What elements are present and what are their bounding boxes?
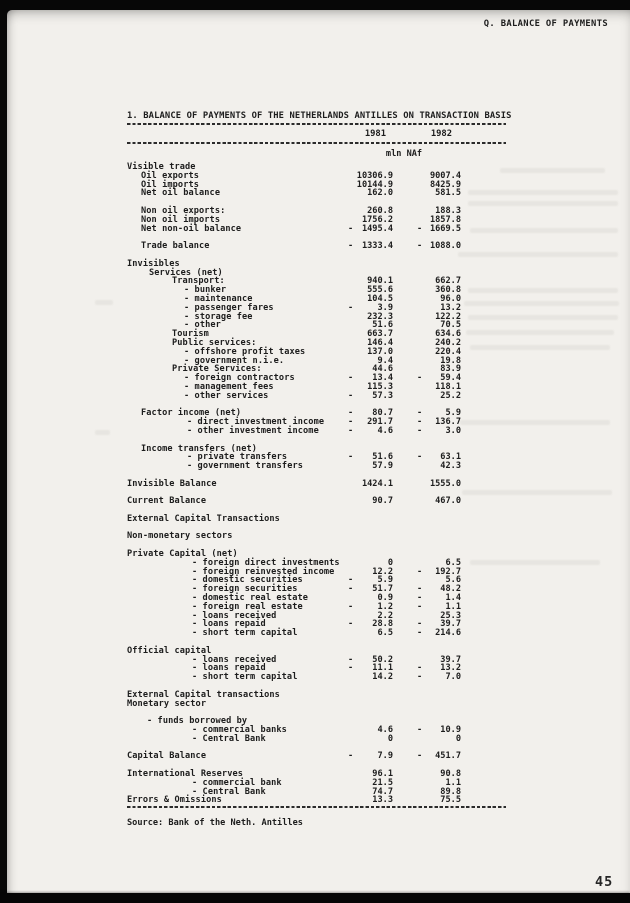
table-row [127, 427, 509, 436]
minus-sign-1982: - [417, 241, 423, 252]
value-1981: 5.9 [377, 575, 393, 586]
value-1982: 13.2 [440, 663, 461, 674]
minus-sign-1981: - [348, 663, 354, 674]
value-1982: 1.4 [445, 593, 461, 604]
value-1982: 42.3 [440, 461, 461, 472]
bleedthrough-artifact [500, 168, 605, 173]
minus-sign-1982: - [417, 619, 423, 630]
minus-sign-1982: - [417, 417, 423, 428]
row-label: - funds borrowed by [147, 716, 248, 727]
value-1981: 137.0 [367, 346, 393, 357]
value-1982: 662.7 [435, 276, 461, 287]
table-row [127, 726, 509, 735]
row-label: - domestic real estate [192, 593, 309, 604]
value-1981: 0 [387, 733, 393, 744]
value-1981: 28.8 [372, 619, 393, 630]
table-row [127, 462, 509, 471]
value-1981: 13.3 [372, 795, 393, 806]
minus-sign-1981: - [348, 408, 354, 419]
value-1982: 5.6 [445, 575, 461, 586]
table-row [127, 480, 509, 489]
value-1981: 146.4 [367, 337, 393, 348]
minus-sign-1982: - [417, 425, 423, 436]
table-title: 1. BALANCE OF PAYMENTS OF THE NETHERLANDS ANTILLES ON TRANSACTION BASIS [127, 111, 512, 121]
table-row [127, 497, 509, 506]
value-1981: 96.1 [372, 768, 393, 779]
minus-sign-1981: - [348, 601, 354, 612]
row-label: Income transfers (net) [141, 443, 258, 454]
value-1982: 63.1 [440, 452, 461, 463]
value-1982: 6.5 [445, 557, 461, 568]
value-1981: 44.6 [372, 364, 393, 375]
value-1981: 3.9 [377, 302, 393, 313]
row-label: - management fees [184, 381, 274, 392]
value-1982: 220.4 [435, 346, 461, 357]
value-1982: 0 [455, 733, 461, 744]
row-label: - other investment income [187, 425, 319, 436]
minus-sign-1982: - [417, 725, 423, 735]
value-1981: 1.2 [377, 601, 393, 612]
row-label: - private transfers [187, 452, 288, 463]
value-1982: 8425.9 [429, 179, 461, 190]
row-label: Current Balance [127, 496, 207, 507]
value-1981: 0.9 [377, 593, 393, 604]
value-1982: 1088.0 [429, 241, 461, 252]
table-row [127, 515, 509, 524]
minus-sign-1982: - [417, 601, 423, 612]
scanned-page [7, 10, 630, 895]
value-1981: 51.6 [372, 320, 393, 331]
row-label: - foreign contractors [184, 373, 295, 384]
value-1981: 51.6 [372, 452, 393, 463]
row-label: - government n.i.e. [184, 355, 285, 366]
value-1981: 2.2 [377, 610, 393, 621]
row-label: - maintenance [184, 293, 253, 304]
row-label: - offshore profit taxes [184, 346, 306, 357]
row-label: Errors & Omissions [127, 795, 222, 806]
table-row [127, 392, 509, 401]
divider-dashed-line [127, 142, 506, 144]
minus-sign-1981: - [348, 751, 354, 762]
value-1981: 21.5 [372, 777, 393, 788]
value-1981: 1495.4 [361, 223, 393, 234]
table-row [127, 225, 509, 234]
table-row [127, 629, 509, 638]
value-1981: 10306.9 [356, 170, 393, 181]
blank-row [127, 251, 509, 260]
column-headers [127, 129, 506, 138]
value-1981: 0 [387, 557, 393, 568]
row-label: - foreign direct investments [192, 557, 340, 568]
row-label: Public services: [172, 337, 257, 348]
value-1982: 70.5 [440, 320, 461, 331]
row-label: - loans repaid [192, 663, 266, 674]
value-1982: 75.5 [440, 795, 461, 806]
table-row [127, 700, 509, 709]
minus-sign-1981: - [348, 241, 354, 252]
minus-sign-1982: - [417, 373, 423, 384]
row-label: Tourism [172, 329, 209, 340]
value-1982: 122.2 [435, 311, 461, 322]
value-1982: 634.6 [435, 329, 461, 340]
row-label: External Capital transactions [127, 689, 280, 700]
value-1982: 89.8 [440, 786, 461, 797]
value-1981: 291.7 [367, 417, 393, 428]
value-1982: 83.9 [440, 364, 461, 375]
value-1981: 51.7 [372, 584, 393, 595]
minus-sign-1982: - [417, 223, 423, 234]
row-label: Non oil imports [141, 214, 221, 225]
minus-sign-1982: - [417, 452, 423, 463]
value-1981: 1756.2 [361, 214, 393, 225]
minus-sign-1981: - [348, 584, 354, 595]
value-1981: 57.3 [372, 390, 393, 401]
value-1981: 90.7 [372, 496, 393, 507]
value-1982: 48.2 [440, 584, 461, 595]
value-1981: 7.9 [377, 751, 393, 762]
row-label: Invisible Balance [127, 478, 217, 489]
value-1982: 90.8 [440, 768, 461, 779]
row-label: Official capital [127, 645, 212, 656]
value-1981: 4.6 [377, 725, 393, 735]
row-label: - foreign real estate [192, 601, 303, 612]
row-label: Private Services: [172, 364, 262, 375]
row-label: Net non-oil balance [141, 223, 242, 234]
value-1982: 1.1 [445, 777, 461, 788]
row-label: - short term capital [192, 672, 298, 683]
minus-sign-1981: - [348, 619, 354, 630]
row-label: Net oil balance [141, 188, 221, 199]
value-1982: 467.0 [435, 496, 461, 507]
row-label: - direct investment income [187, 417, 325, 428]
column-header-1981: 1981 [364, 129, 386, 139]
minus-sign-1981: - [348, 223, 354, 234]
value-1981: 162.0 [367, 188, 393, 199]
value-1982: 360.8 [435, 285, 461, 296]
minus-sign-1981: - [348, 575, 354, 586]
value-1982: 240.2 [435, 337, 461, 348]
row-label: - government transfers [187, 461, 304, 472]
row-label: - bunker [184, 285, 227, 296]
source-note: Source: Bank of the Neth. Antilles [127, 818, 303, 828]
row-label: - storage fee [184, 311, 253, 322]
row-label: External Capital Transactions [127, 513, 280, 524]
minus-sign-1981: - [348, 417, 354, 428]
value-1982: 581.5 [435, 188, 461, 199]
value-1982: 1.1 [445, 601, 461, 612]
row-label: - other [184, 320, 221, 331]
row-label: Non oil exports: [141, 205, 226, 216]
value-1982: 1857.8 [429, 214, 461, 225]
value-1982: 13.2 [440, 302, 461, 313]
value-1981: 104.5 [367, 293, 393, 304]
balance-of-payments-table [127, 111, 512, 841]
value-1981: 57.9 [372, 461, 393, 472]
row-label: - passenger fares [184, 302, 274, 313]
value-1982: 7.0 [445, 672, 461, 683]
value-1981: 11.1 [372, 663, 393, 674]
value-1981: 232.3 [367, 311, 393, 322]
value-1982: 1555.0 [429, 478, 461, 489]
value-1982: 9007.4 [429, 170, 461, 181]
row-label: - short term capital [192, 628, 298, 639]
row-label: Non-monetary sectors [127, 531, 233, 542]
minus-sign-1981: - [348, 452, 354, 463]
minus-sign-1981: - [348, 425, 354, 436]
table-row [127, 735, 509, 744]
minus-sign-1981: - [348, 390, 354, 401]
value-1982: 10.9 [440, 725, 461, 735]
row-label: Private Capital (net) [127, 549, 238, 560]
value-1981: 1333.4 [361, 241, 393, 252]
value-1981: 1424.1 [361, 478, 393, 489]
minus-sign-1982: - [417, 408, 423, 419]
minus-sign-1981: - [348, 654, 354, 665]
value-1982: 25.2 [440, 390, 461, 401]
table-row [127, 673, 509, 682]
minus-sign-1981: - [348, 302, 354, 313]
value-1982: 19.8 [440, 355, 461, 366]
table-row [127, 796, 509, 805]
bleedthrough-artifact [95, 300, 113, 305]
table-row [127, 752, 509, 761]
value-1981: 50.2 [372, 654, 393, 665]
table-row [127, 189, 509, 198]
value-1982: 96.0 [440, 293, 461, 304]
row-label: - loans repaid [192, 619, 266, 630]
unit-label: mln NAf [385, 148, 423, 159]
value-1981: 9.4 [377, 355, 393, 366]
value-1981: 260.8 [367, 205, 393, 216]
row-label: Services (net) [149, 267, 223, 278]
row-label: - commercial banks [192, 725, 287, 735]
page-number: 45 [595, 874, 614, 890]
row-label: Oil exports [141, 170, 200, 181]
page-header: Q. BALANCE OF PAYMENTS [483, 19, 608, 29]
minus-sign-1981: - [348, 373, 354, 384]
row-label: - Central Bank [192, 786, 266, 797]
value-1981: 6.5 [377, 628, 393, 639]
table-rows [127, 163, 509, 805]
scan-edge-bottom [0, 893, 630, 903]
value-1981: 115.3 [367, 381, 393, 392]
minus-sign-1982: - [417, 584, 423, 595]
value-1982: 25.3 [440, 610, 461, 621]
value-1982: 136.7 [435, 417, 461, 428]
value-1982: 192.7 [435, 566, 461, 577]
row-label: Transport: [172, 276, 225, 287]
value-1981: 13.4 [372, 373, 393, 384]
value-1981: 940.1 [367, 276, 393, 287]
value-1982: 39.7 [440, 654, 461, 665]
row-label: - domestic securities [192, 575, 303, 586]
row-label: Invisibles [127, 258, 180, 269]
value-1982: 214.6 [435, 628, 461, 639]
row-label: - loans received [192, 654, 277, 665]
column-header-1982: 1982 [430, 129, 452, 139]
table-row [127, 532, 509, 541]
row-label: Visible trade [127, 162, 196, 172]
row-label: Oil imports [141, 179, 200, 190]
divider-dashed-line [127, 806, 506, 808]
table-row [127, 242, 509, 251]
value-1981: 663.7 [367, 329, 393, 340]
minus-sign-1982: - [417, 663, 423, 674]
value-1982: 59.4 [440, 373, 461, 384]
minus-sign-1982: - [417, 566, 423, 577]
bleedthrough-artifact [95, 430, 110, 435]
row-label: - other services [184, 390, 269, 401]
row-label: - loans received [192, 610, 277, 621]
row-label: Capital Balance [127, 751, 207, 762]
row-label: - Central Bank [192, 733, 266, 744]
value-1982: 1669.5 [429, 223, 461, 234]
value-1981: 12.2 [372, 566, 393, 577]
row-label: - commercial bank [192, 777, 282, 788]
minus-sign-1982: - [417, 628, 423, 639]
value-1981: 80.7 [372, 408, 393, 419]
row-label: - foreign securities [192, 584, 298, 595]
value-1982: 3.0 [445, 425, 461, 436]
minus-sign-1982: - [417, 672, 423, 683]
row-label: Factor income (net) [141, 408, 242, 419]
divider-dashed-line [127, 123, 506, 125]
value-1982: 188.3 [435, 205, 461, 216]
value-1981: 4.6 [377, 425, 393, 436]
value-1982: 451.7 [435, 751, 461, 762]
value-1982: 5.9 [445, 408, 461, 419]
row-label: - foreign reinvested income [192, 566, 335, 577]
minus-sign-1982: - [417, 751, 423, 762]
value-1981: 555.6 [367, 285, 393, 296]
row-label: International Reserves [127, 768, 244, 779]
value-1982: 39.7 [440, 619, 461, 630]
row-label: Monetary sector [127, 698, 207, 709]
value-1981: 74.7 [372, 786, 393, 797]
minus-sign-1982: - [417, 593, 423, 604]
value-1981: 14.2 [372, 672, 393, 683]
value-1981: 10144.9 [356, 179, 393, 190]
row-label: Trade balance [141, 241, 210, 252]
value-1982: 118.1 [435, 381, 461, 392]
